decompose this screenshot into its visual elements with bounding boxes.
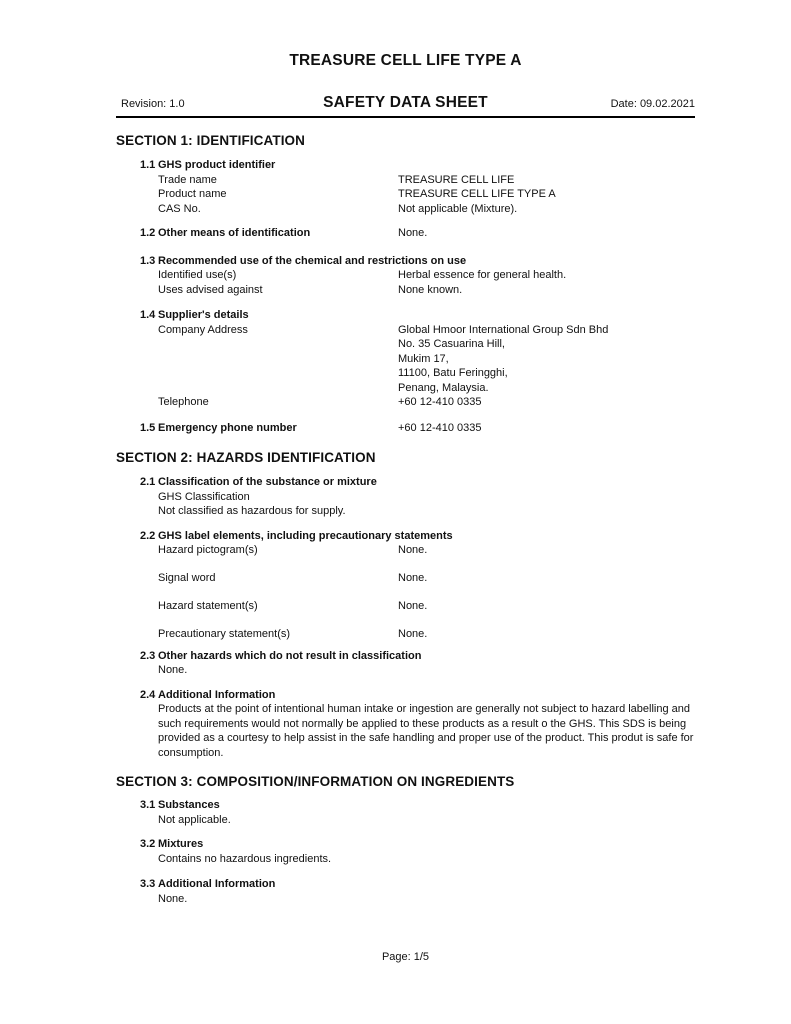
field-row xyxy=(116,268,695,283)
field-row xyxy=(116,395,695,410)
item-number: 1.3 xyxy=(140,254,156,267)
item-number: 3.3 xyxy=(140,878,156,890)
item-number: 3.1 xyxy=(140,799,156,811)
field-value: Not applicable (Mixture). xyxy=(398,202,518,215)
field-row xyxy=(116,283,695,298)
item-number: 1.2 xyxy=(140,227,156,239)
field-label: Company Address xyxy=(158,323,248,336)
item-heading-row xyxy=(116,308,695,323)
item-number: 1.5 xyxy=(140,421,156,434)
item-title: Additional Information xyxy=(158,688,276,701)
field-row xyxy=(116,202,695,217)
item-2-4 xyxy=(116,688,695,761)
item-1-1 xyxy=(116,158,695,216)
item-heading-row xyxy=(116,254,695,269)
item-heading-row xyxy=(116,688,695,703)
sheet-title: SAFETY DATA SHEET xyxy=(323,94,488,111)
item-heading-row xyxy=(116,877,695,892)
field-label: Uses advised against xyxy=(158,283,263,296)
item-heading-row xyxy=(116,837,695,852)
item-1-3 xyxy=(116,254,695,298)
field-row xyxy=(116,173,695,188)
field-row xyxy=(116,366,695,381)
field-row xyxy=(116,323,695,338)
field-value: TREASURE CELL LIFE TYPE A xyxy=(398,188,556,200)
field-value: None known. xyxy=(398,283,463,296)
item-number: 2.1 xyxy=(140,476,156,488)
item-heading-row xyxy=(116,158,695,173)
item-heading-row xyxy=(116,421,695,436)
date-label: Date: 09.02.2021 xyxy=(610,98,695,110)
document-title: TREASURE CELL LIFE TYPE A xyxy=(289,52,522,69)
document-content xyxy=(116,0,695,906)
field-label: Product name xyxy=(158,188,227,200)
item-title: Other means of identification xyxy=(158,227,311,239)
text-line: None. xyxy=(158,892,188,905)
text-line: Not applicable. xyxy=(158,813,231,826)
item-heading-row xyxy=(116,475,695,490)
field-row xyxy=(116,187,695,202)
item-2-3 xyxy=(116,649,695,678)
item-number: 1.1 xyxy=(140,159,156,171)
item-title: GHS product identifier xyxy=(158,159,276,171)
field-value: +60 12-410 0335 xyxy=(398,396,482,408)
field-label: Signal word xyxy=(158,572,216,584)
section-1-heading: SECTION 1: IDENTIFICATION xyxy=(116,133,306,148)
item-3-1 xyxy=(116,798,695,827)
field-label: Telephone xyxy=(158,396,209,408)
item-heading-row xyxy=(116,226,695,241)
section-2-heading: SECTION 2: HAZARDS IDENTIFICATION xyxy=(116,450,376,465)
field-row xyxy=(116,337,695,352)
field-row xyxy=(116,571,695,586)
item-number: 2.2 xyxy=(140,529,156,542)
item-1-5 xyxy=(116,421,695,436)
item-title: Other hazards which do not result in classification xyxy=(158,649,422,662)
field-label: Hazard pictogram(s) xyxy=(158,544,258,556)
field-row xyxy=(116,381,695,396)
item-title: Additional Information xyxy=(158,878,276,890)
item-number: 3.2 xyxy=(140,838,156,850)
header-divider xyxy=(116,116,695,118)
section-3-heading: SECTION 3: COMPOSITION/INFORMATION ON INGREDIENTS xyxy=(116,774,515,789)
field-label: Trade name xyxy=(158,173,217,186)
item-1-4 xyxy=(116,308,695,410)
field-row xyxy=(116,543,695,558)
document-header xyxy=(116,94,695,112)
item-title: Substances xyxy=(158,799,220,811)
field-value: None. xyxy=(398,227,428,239)
field-value: None. xyxy=(398,628,428,640)
field-value: Herbal essence for general health. xyxy=(398,269,567,281)
field-row xyxy=(116,599,695,614)
text-line: GHS Classification xyxy=(158,490,250,503)
item-title: Emergency phone number xyxy=(158,421,297,434)
field-value: None. xyxy=(398,600,428,612)
item-number: 1.4 xyxy=(140,309,156,321)
field-row xyxy=(116,352,695,367)
field-value: +60 12-410 0335 xyxy=(398,421,482,434)
item-number: 2.4 xyxy=(140,688,156,701)
text-line: None. xyxy=(158,664,188,676)
text-line: Not classified as hazardous for supply. xyxy=(158,505,346,517)
address-line: Global Hmoor International Group Sdn Bhd xyxy=(398,323,609,336)
address-line: No. 35 Casuarina Hill, xyxy=(398,338,505,350)
field-label: Hazard statement(s) xyxy=(158,600,258,612)
item-3-3 xyxy=(116,877,695,906)
revision-label: Revision: 1.0 xyxy=(121,98,185,110)
item-2-2 xyxy=(116,529,695,642)
field-row xyxy=(116,627,695,642)
item-title: Mixtures xyxy=(158,838,204,850)
item-1-2 xyxy=(116,226,695,241)
field-value: TREASURE CELL LIFE xyxy=(398,173,515,186)
address-line: 11100, Batu Feringghi, xyxy=(398,367,508,379)
text-line: Contains no hazardous ingredients. xyxy=(158,852,332,865)
address-line: Mukim 17, xyxy=(398,352,449,365)
item-heading-row xyxy=(116,798,695,813)
field-label: Precautionary statement(s) xyxy=(158,628,291,640)
item-heading-row xyxy=(116,529,695,544)
item-title: Recommended use of the chemical and restrictions on use xyxy=(158,254,467,267)
page-number: Page: 1/5 xyxy=(381,951,430,963)
item-title: Classification of the substance or mixture xyxy=(158,476,377,488)
item-title: Supplier's details xyxy=(158,309,249,321)
item-3-2 xyxy=(116,837,695,866)
field-label: Identified use(s) xyxy=(158,269,237,281)
item-title: GHS label elements, including precautionary statements xyxy=(158,529,453,542)
item-2-1 xyxy=(116,475,695,519)
item-heading-row xyxy=(116,649,695,664)
field-value: None. xyxy=(398,572,428,584)
item-number: 2.3 xyxy=(140,649,156,662)
paragraph: Products at the point of intentional human intake or ingestion are generally not subject to hazard labelling and such requirements would not normally be applied to these products as a result o the GHS. This SDS is being provided as a courtesy to help assist in the safe handling and proper use of the product. This produt is safe for consumption. xyxy=(158,703,694,759)
field-label: CAS No. xyxy=(158,202,201,215)
field-value: None. xyxy=(398,544,428,556)
address-line: Penang, Malaysia. xyxy=(398,381,489,394)
